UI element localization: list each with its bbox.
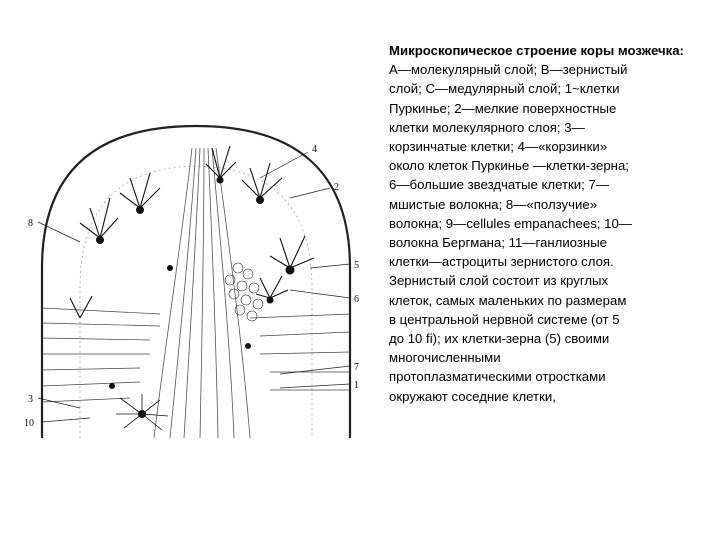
figure-label-1: 1 (354, 380, 359, 391)
figure-label-6: 6 (354, 294, 359, 305)
figure-label-8: 8 (28, 218, 33, 229)
body-line-3: Пуркинье; 2—мелкие поверхностные (389, 100, 617, 116)
body-line-6: около клеток Пуркинье —клетки-зерна; (389, 158, 629, 174)
figure-label-3: 3 (28, 394, 33, 405)
cerebellum-illustration (20, 118, 372, 440)
body-line-8: мшистые волокна; 8—«ползучие» (389, 196, 598, 212)
body-line-9: волокна; 9—cellules empanachees; 10— (389, 215, 632, 231)
figure-label-5: 5 (354, 260, 359, 271)
body-line-10: волокна Бергмана; 11—ганлиозные (389, 235, 608, 251)
figure-label-7: 7 (354, 362, 359, 373)
body-line-11: клетки—астроциты зернистого слоя. (389, 254, 614, 270)
figure-label-2: 2 (334, 182, 339, 193)
body-line-2: слой; С—медулярный слой; 1~клетки (389, 81, 620, 97)
cerebellum-cortex-figure (20, 118, 372, 440)
description-block (389, 41, 689, 406)
description-body (389, 60, 689, 406)
figure-label-4: 4 (312, 144, 317, 155)
body-line-14: в центральной нервной системе (от 5 (389, 311, 620, 327)
figure-label-10: 10 (24, 418, 34, 429)
body-line-4: клетки молекулярного слоя; 3— (389, 119, 585, 135)
body-line-16: многочисленными (389, 350, 501, 366)
body-line-15: до 10 fi); их клетки-зерна (5) своими (389, 331, 610, 347)
body-line-5: корзинчатые клетки; 4—«корзинки» (389, 139, 608, 155)
body-line-1: А—молекулярный слой; В—зернистый (389, 62, 628, 78)
body-line-18: окружают соседние клетки, (389, 388, 556, 404)
slide-title: Микроскопическое строение коры мозжечка: (389, 43, 684, 58)
body-line-7: 6—большие звездчатые клетки; 7— (389, 177, 609, 193)
body-line-12: Зернистый слой состоит из круглых (389, 273, 609, 289)
body-line-13: клеток, самых маленьких по размерам (389, 292, 627, 308)
body-line-17: протоплазматическими отростками (389, 369, 606, 385)
